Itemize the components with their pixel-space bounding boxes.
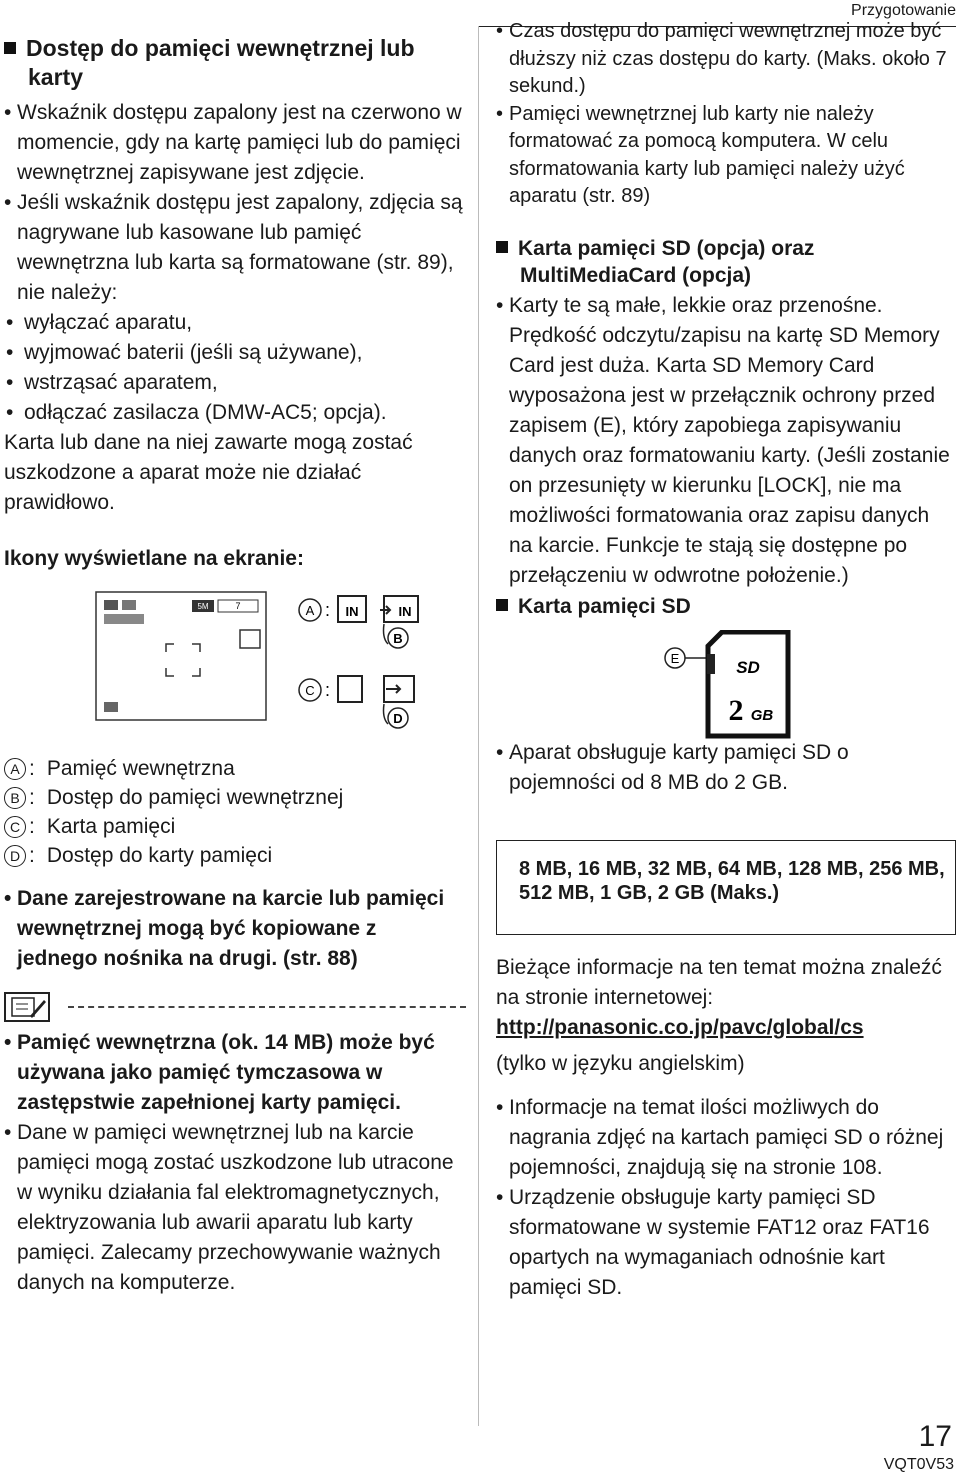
internal-memory-label: IN — [345, 604, 359, 619]
bullet-access-time: • Czas dostępu do pamięci wewnętrznej może być dłuższy niż czas dostępu do karty. (Maks. około 7 sekund.) — [496, 18, 956, 101]
sd-capacity: 2 — [728, 693, 744, 727]
legend-letter-d: D — [4, 845, 26, 867]
colon-a: : — [325, 600, 331, 620]
sd-card-illustration — [496, 630, 956, 742]
heading-cards: Karta pamięci SD (opcja) oraz MultiMediaCard (opcja) — [496, 235, 956, 289]
switch-label: E — [670, 650, 680, 666]
battery-icon — [104, 702, 118, 712]
colon-c: : — [325, 680, 331, 700]
lock-switch-icon — [707, 654, 715, 674]
legend-item-a: A : Pamięć wewnętrzna — [4, 754, 466, 783]
icons-title: Ikony wyświetlane na ekranie: — [4, 547, 304, 570]
note-data-loss: • Dane w pamięci wewnętrznej lub na karcie pamięci mogą zostać uszkodzone lub utracone w wyniku działania fal elektromagnetycznych, elektryzowania lub awarii aparatu lub karty pamięci. Zalecamy przechowywanie ważnych danych na komputerze. — [4, 1118, 466, 1298]
capacities-box: 8 MB, 16 MB, 32 MB, 64 MB, 128 MB, 256 MB, 512 MB, 1 GB, 2 GB (Maks.) — [496, 840, 956, 935]
legend-colon: : — [29, 786, 35, 809]
legend-letter-c: C — [4, 816, 26, 838]
bullet-capacity-ref: • Informacje na temat ilości możliwych do nagrania zdjęć na kartach pamięci SD o różnej pojemności, znajdują się na stronie 108. — [496, 1093, 956, 1183]
left-column — [4, 0, 466, 1298]
model-code: VQT0V53 — [883, 1456, 954, 1473]
sd-card-svg — [496, 630, 956, 742]
square-bullet-icon — [496, 241, 508, 253]
pointer-d — [384, 704, 389, 724]
letter-c: C — [305, 683, 315, 698]
counter-text: 7 — [235, 601, 241, 611]
subitem-adapter: • odłączać zasilacza (DMW-AC5; opcja). — [4, 398, 466, 428]
memory-indicator-icon — [240, 630, 260, 648]
subitem-shake: • wstrząsać aparatem, — [4, 368, 466, 398]
bullet-access-indicator: • Wskaźnik dostępu zapalony jest na czerwono w momencie, gdy na kartę pamięci lub do pamięci wewnętrznej zapisywane jest zdjęcie. — [4, 98, 466, 188]
legend-item-d: D : Dostęp do karty pamięci — [4, 841, 466, 870]
note-internal-memory: • Pamięć wewnętrzna (ok. 14 MB) może być używana jako pamięć tymczasowa w zastępstwie zapełnionej karty pamięci. — [4, 1028, 466, 1118]
screen-diagram-svg — [4, 590, 466, 750]
letter-b: B — [393, 631, 403, 646]
language-note: (tylko w języku angielskim) — [496, 1051, 745, 1075]
subitem-power: • wyłączać aparatu, — [4, 308, 466, 338]
copy-note: • Dane zarejestrowane na karcie lub pamięci wewnętrznej mogą być kopiowane z jednego nośnika na drugi. (str. 88) — [4, 884, 466, 974]
card-icon — [338, 676, 362, 702]
square-bullet-icon — [496, 599, 508, 611]
note-pencil-icon — [4, 992, 50, 1022]
right-column — [496, 0, 956, 1303]
sd-unit: GB — [750, 706, 774, 724]
subitem-battery: • wyjmować baterii (jeśli są używane), — [4, 338, 466, 368]
dashed-rule — [68, 1006, 466, 1008]
legend-colon: : — [29, 815, 35, 838]
internal-access-label: IN — [398, 604, 412, 619]
bullet-access-lit: • Jeśli wskaźnik dostępu jest zapalony, zdjęcia są nagrywane lub kasowane lub pamięć wewnętrzna lub karta są formatowane (str. 89), nie należy: — [4, 188, 466, 308]
bullet-supported-range: • Aparat obsługuje karty pamięci SD o pojemności od 8 MB do 2 GB. — [496, 738, 956, 798]
page-number: 17 — [918, 1420, 952, 1453]
screen-icons-diagram — [4, 590, 466, 750]
icon-legend — [4, 754, 466, 870]
letter-a: A — [305, 603, 315, 618]
legend-letter-b: B — [4, 787, 26, 809]
sd-card-body — [708, 632, 788, 736]
heading-sd: Karta pamięci SD — [496, 593, 956, 620]
bullet-no-pc-format: • Pamięci wewnętrznej lub karty nie należy formatować za pomocą komputera. W celu sformatowania karty lub pamięci należy użyć aparatu (str. 89) — [496, 101, 956, 211]
bullet-cards-info: • Karty te są małe, lekkie oraz przenośne. Prędkość odczytu/zapisu na kartę SD Memory Card jest duża. Karta SD Memory Card wyposażona jest w przełącznik ochrony przed zapisem (E), który zapobiega zapisywaniu danych oraz formatowaniu karty. (Jeśli zostanie on przesunięty w kierunku [LOCK], nie ma możliwości formatowania oraz zapisu danych na karcie. Funkcje te stają się dostępne po przełączeniu w odwrotne położenie.) — [496, 291, 956, 591]
column-divider — [478, 26, 479, 1426]
notes-separator — [4, 990, 466, 1024]
info-text: Bieżące informacje na ten temat można znaleźć na stronie internetowej: — [496, 955, 942, 1009]
letter-d: D — [393, 711, 403, 726]
legend-item-b: B : Dostęp do pamięci wewnętrznej — [4, 783, 466, 812]
sd-logo: SD — [736, 657, 760, 677]
legend-item-c: C : Karta pamięci — [4, 812, 466, 841]
pointer-b — [384, 624, 389, 644]
resolution-text: 5M — [197, 602, 209, 611]
support-link[interactable]: http://panasonic.co.jp/pavc/global/cs — [496, 1015, 864, 1039]
warning-text: Karta lub dane na niej zawarte mogą zostać uszkodzone a aparat może nie działać prawidłowo. — [4, 431, 413, 514]
bullet-fat-support: • Urządzenie obsługuje karty pamięci SD sformatowane w systemie FAT12 oraz FAT16 opartych na wymaganiach odnośnie kart pamięci SD. — [496, 1183, 956, 1303]
stabilizer-icon — [122, 600, 136, 610]
heading-access: Dostęp do pamięci wewnętrznej lub karty — [4, 34, 466, 92]
legend-letter-a: A — [4, 758, 26, 780]
legend-colon: : — [29, 757, 35, 780]
square-bullet-icon — [4, 42, 16, 54]
flash-icon — [104, 614, 144, 624]
section-title: Przygotowanie — [851, 2, 956, 19]
mode-icon — [104, 600, 118, 610]
legend-colon: : — [29, 844, 35, 867]
